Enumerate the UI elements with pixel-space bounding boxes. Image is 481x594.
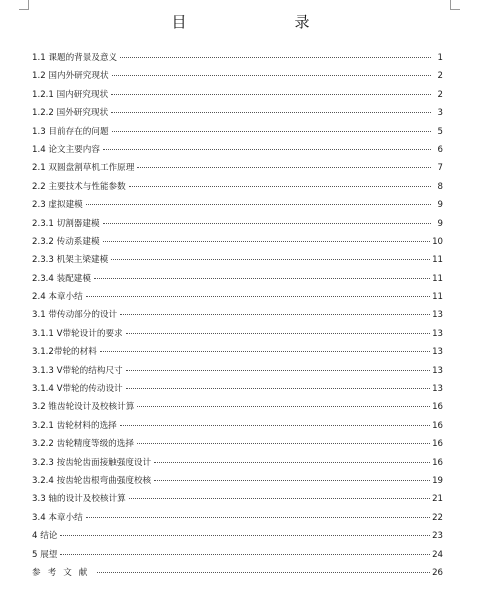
toc-entry[interactable] xyxy=(32,492,443,510)
toc-title: 目 录 xyxy=(171,13,336,31)
dot-leader xyxy=(94,278,430,279)
toc-entry-page-number: 8 xyxy=(437,181,443,192)
dot-leader xyxy=(97,572,430,573)
toc-entry-label: 2.2 主要技术与性能参数 xyxy=(32,181,126,192)
toc-entry-label: 1.2.1 国内研究现状 xyxy=(32,89,109,100)
toc-entry[interactable] xyxy=(32,143,443,161)
dot-leader xyxy=(126,388,430,389)
dot-leader xyxy=(137,167,431,168)
toc-entry-label: 2.3.3 机架主梁建模 xyxy=(32,255,109,266)
toc-entry[interactable] xyxy=(32,161,443,179)
dot-leader xyxy=(103,241,430,242)
toc-entry-page-number: 10 xyxy=(432,236,443,247)
dot-leader xyxy=(154,480,430,481)
toc-entry-page-number: 13 xyxy=(432,310,443,321)
toc-entry[interactable] xyxy=(32,382,443,400)
toc-entry-page-number: 7 xyxy=(437,163,443,174)
toc-entry-page-number: 11 xyxy=(432,292,443,303)
dot-leader xyxy=(60,554,430,555)
toc-entry[interactable] xyxy=(32,327,443,345)
crop-mark-top-right xyxy=(450,0,451,9)
toc-entry-page-number: 9 xyxy=(437,200,443,211)
toc-entry[interactable] xyxy=(32,198,443,216)
toc-entry[interactable] xyxy=(32,180,443,198)
dot-leader xyxy=(103,223,431,224)
toc-entry[interactable] xyxy=(32,88,443,106)
toc-entry-page-number: 13 xyxy=(432,365,443,376)
toc-entry-page-number: 23 xyxy=(432,531,443,542)
crop-mark-top-left xyxy=(19,9,29,10)
toc-entry[interactable] xyxy=(32,400,443,418)
dot-leader xyxy=(154,462,430,463)
dot-leader xyxy=(137,406,430,407)
toc-entry-page-number: 26 xyxy=(432,567,443,578)
toc-entry[interactable] xyxy=(32,51,443,69)
dot-leader xyxy=(86,296,430,297)
toc-entry-label: 3.2 锥齿轮设计及校核计算 xyxy=(32,402,135,413)
toc-entry-page-number: 22 xyxy=(432,512,443,523)
toc-entry-page-number: 1 xyxy=(437,53,443,63)
toc-entry[interactable] xyxy=(32,474,443,492)
toc-entry-page-number: 13 xyxy=(432,347,443,358)
toc-list xyxy=(32,51,443,584)
toc-entry-label: 参考文献 xyxy=(32,567,95,578)
dot-leader xyxy=(126,370,430,371)
toc-entry[interactable] xyxy=(32,125,443,143)
toc-entry[interactable] xyxy=(32,437,443,455)
dot-leader xyxy=(120,425,430,426)
toc-entry-label: 3.2.2 齿轮精度等级的选择 xyxy=(32,439,134,450)
toc-entry[interactable] xyxy=(32,511,443,529)
toc-entry-label: 3.2.3 按齿轮齿面接触强度设计 xyxy=(32,457,152,468)
toc-entry-page-number: 24 xyxy=(432,549,443,560)
toc-entry-label: 1.1 课题的背景及意义 xyxy=(32,53,118,63)
toc-entry-label: 3.1.2带轮的材料 xyxy=(32,347,97,358)
toc-entry[interactable] xyxy=(32,548,443,566)
toc-entry[interactable] xyxy=(32,235,443,253)
dot-leader xyxy=(86,517,430,518)
toc-entry-label: 3.1 带传动部分的设计 xyxy=(32,310,118,321)
toc-entry-label: 2.4 本章小结 xyxy=(32,292,83,303)
dot-leader xyxy=(126,333,430,334)
toc-entry-label: 1.2.2 国外研究现状 xyxy=(32,108,109,119)
toc-entry-page-number: 11 xyxy=(432,255,443,266)
dot-leader xyxy=(111,94,431,95)
dot-leader xyxy=(100,351,430,352)
toc-entry-label: 3.4 本章小结 xyxy=(32,512,83,523)
toc-entry-label: 3.2.4 按齿轮齿根弯曲强度校核 xyxy=(32,475,152,486)
toc-entry-label: 3.2.1 齿轮材料的选择 xyxy=(32,420,117,431)
dot-leader xyxy=(111,259,430,260)
dot-leader xyxy=(112,131,431,132)
toc-entry-page-number: 13 xyxy=(432,384,443,395)
toc-entry-page-number: 13 xyxy=(432,328,443,339)
toc-entry-page-number: 6 xyxy=(437,144,443,155)
dot-leader xyxy=(60,535,430,536)
toc-entry-label: 2.1 双圆盘割草机工作原理 xyxy=(32,163,135,174)
toc-entry-label: 1.2 国内外研究现状 xyxy=(32,71,109,82)
toc-entry[interactable] xyxy=(32,290,443,308)
toc-entry-page-number: 2 xyxy=(437,89,443,100)
toc-entry-label: 1.3 目前存在的问题 xyxy=(32,126,109,137)
toc-entry-label: 2.3.2 传动系建模 xyxy=(32,236,100,247)
toc-entry-label: 3.3 轴的设计及校核计算 xyxy=(32,494,126,505)
toc-entry-label: 2.3.1 切割器建模 xyxy=(32,218,100,229)
toc-entry-label: 2.3 虚拟建模 xyxy=(32,200,83,211)
dot-leader xyxy=(129,186,431,187)
toc-entry[interactable] xyxy=(32,419,443,437)
toc-entry[interactable] xyxy=(32,272,443,290)
dot-leader xyxy=(112,75,431,76)
toc-entry-page-number: 16 xyxy=(432,402,443,413)
toc-entry-page-number: 16 xyxy=(432,457,443,468)
toc-entry-label: 3.1.1 V带轮设计的要求 xyxy=(32,328,123,339)
toc-entry-label: 4 结论 xyxy=(32,531,58,542)
toc-entry-page-number: 19 xyxy=(432,475,443,486)
toc-entry-label: 1.4 论文主要内容 xyxy=(32,144,100,155)
toc-entry[interactable] xyxy=(32,106,443,124)
crop-mark-top-left xyxy=(28,0,29,9)
toc-entry[interactable] xyxy=(32,345,443,363)
toc-entry-page-number: 16 xyxy=(432,439,443,450)
toc-entry-label: 2.3.4 装配建模 xyxy=(32,273,91,284)
toc-entry-label: 3.1.4 V带轮的传动设计 xyxy=(32,384,123,395)
dot-leader xyxy=(129,498,430,499)
toc-entry[interactable] xyxy=(32,364,443,382)
toc-entry-page-number: 9 xyxy=(437,218,443,229)
toc-entry[interactable] xyxy=(32,69,443,87)
dot-leader xyxy=(111,112,431,113)
crop-mark-top-right xyxy=(450,9,460,10)
toc-entry-page-number: 16 xyxy=(432,420,443,431)
toc-entry-page-number: 11 xyxy=(432,273,443,284)
dot-leader xyxy=(86,204,431,205)
toc-entry[interactable] xyxy=(32,217,443,235)
toc-entry[interactable] xyxy=(32,566,443,584)
dot-leader xyxy=(120,314,430,315)
toc-entry[interactable] xyxy=(32,308,443,326)
toc-entry[interactable] xyxy=(32,456,443,474)
toc-entry-page-number: 2 xyxy=(437,71,443,82)
dot-leader xyxy=(137,443,430,444)
toc-entry-label: 3.1.3 V带轮的结构尺寸 xyxy=(32,365,123,376)
toc-entry-page-number: 3 xyxy=(437,108,443,119)
toc-entry-page-number: 5 xyxy=(437,126,443,137)
toc-entry-page-number: 21 xyxy=(432,494,443,505)
toc-entry[interactable] xyxy=(32,529,443,547)
toc-entry[interactable] xyxy=(32,253,443,271)
toc-entry-label: 5 展望 xyxy=(32,549,58,560)
dot-leader xyxy=(103,149,431,150)
dot-leader xyxy=(120,57,431,58)
